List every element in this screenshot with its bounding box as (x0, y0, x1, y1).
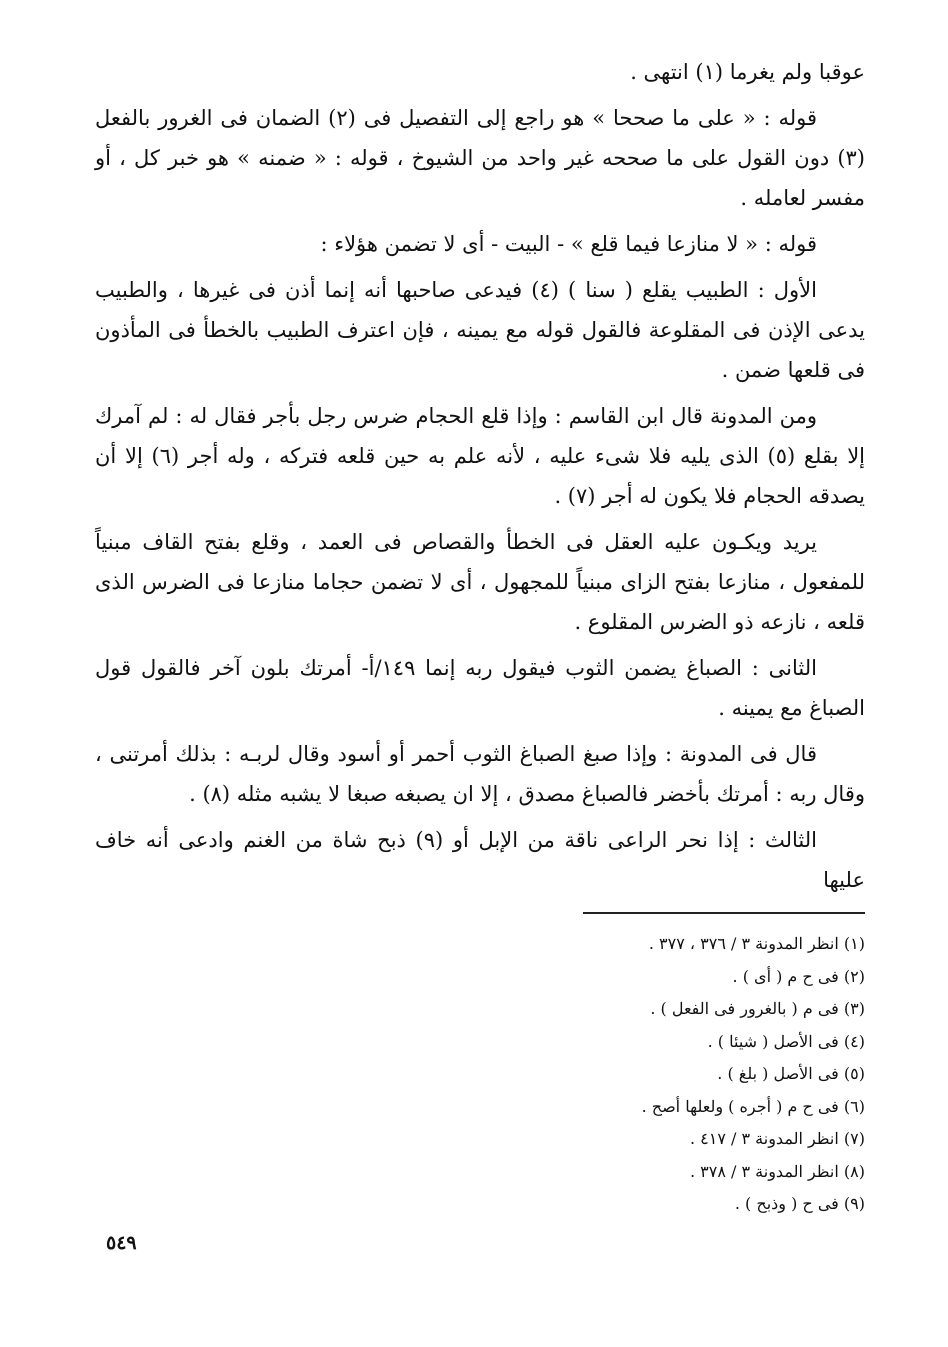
paragraph-2: قوله : « على ما صححا » هو راجع إلى التفصيل فى (٢) الضمان فى الغرور بالفعل (٣) دون القول على ما صححه غير واحد من الشيوخ ، قوله : « ضمنه » هو خبر كل ، أو مفسر لعامله . (95, 106, 865, 210)
footnote-3: (٣) فى م ( بالغرور فى الفعل ) . (650, 999, 865, 1018)
paragraph-9: الثالث : إذا نحر الراعى ناقة من الإبل أو (٩) ذبح شاة من الغنم وادعى أنه خاف عليها (95, 828, 865, 892)
paragraph-6: يريد ويكـون عليه العقل فى الخطأ والقصاص فى العمد ، وقلع بفتح القاف مبنياً للمفعول ، منازعا بفتح الزاى مبنياً للمجهول ، أى لا تضمن حجاما منازعا فى الضرس الذى قلعه ، نازعه ذو الضرس المقلوع . (95, 530, 865, 634)
paragraph-1: عوقبا ولم يغرما (١) انتهى . (630, 60, 865, 84)
paragraph-5: ومن المدونة قال ابن القاسم : وإذا قلع الحجام ضرس رجل بأجر فقال له : لم آمرك إلا بقلع (٥) الذى يليه فلا شىء عليه ، لأنه علم به حين قلعه فتركه ، وله أجر (٦) إلا أن يصدقه الحجام فلا يكون له أجر (٧) . (95, 404, 866, 508)
footnotes-list (265, 928, 865, 1221)
footnote-4: (٤) فى الأصل ( شيئا ) . (707, 1031, 865, 1051)
page-number: ٥٤٩ (106, 1232, 137, 1254)
footnote-divider (583, 912, 865, 914)
paragraph-4: الأول : الطبيب يقلع ( سنا ) (٤) فيدعى صاحبها أنه إنما أذن فى غيرها ، والطبيب يدعى الإذن فى المقلوعة فالقول قوله مع يمينه ، فإن اعترف الطبيب بالخطأ فى المأذون فى قلعها ضمن . (95, 278, 865, 382)
footnote-5: (٥) فى الأصل ( بلغ ) . (717, 1064, 865, 1083)
main-text (95, 52, 865, 906)
paragraph-3: قوله : « لا منازعا فيما قلع » - البيت - أى لا تضمن هؤلاء : (320, 232, 817, 256)
footnote-7: (٧) انظر المدونة ٣ / ٤١٧ . (689, 1129, 865, 1148)
paragraph-7: الثانى : الصباغ يضمن الثوب فيقول ربه إنما ١٤٩/أ- أمرتك بلون آخر فالقول قول الصباغ مع يمينه . (95, 656, 865, 720)
paragraph-8: قال فى المدونة : وإذا صبغ الصباغ الثوب أحمر أو أسود وقال لربـه : بذلك أمرتنى ، وقال ربه : أمرتك بأخضر فالصباغ مصدق ، إلا ان يصبغه صبغا لا يشبه مثله (٨) . (95, 742, 865, 806)
footnote-2: (٢) فى ح م ( أى ) . (732, 966, 865, 986)
footnote-6: (٦) فى ح م ( أجره ) ولعلها أصح . (641, 1096, 865, 1116)
footnote-8: (٨) انظر المدونة ٣ / ٣٧٨ . (689, 1161, 865, 1181)
footnote-1: (١) انظر المدونة ٣ / ٣٧٦ ، ٣٧٧ . (648, 934, 865, 953)
footnote-9: (٩) فى ح ( وذبح ) . (734, 1194, 865, 1213)
